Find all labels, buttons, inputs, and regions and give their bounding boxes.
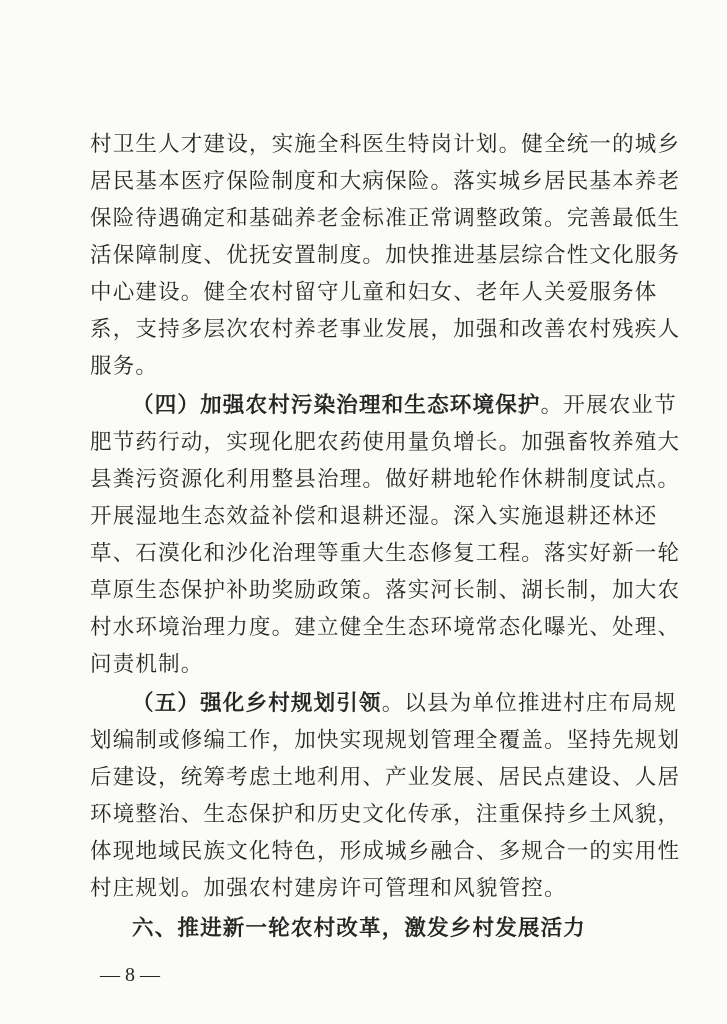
paragraph-line: 居民基本医疗保险制度和大病保险。落实城乡居民基本养老 <box>90 169 681 194</box>
paragraph-line: 开展湿地生态效益补偿和退耕还湿。深入实施退耕还林还 <box>90 504 658 529</box>
section-heading: 六、推进新一轮农村改革，激发乡村发展活力 <box>132 916 587 941</box>
section-four-first-line <box>132 389 677 423</box>
paragraph-line: 服务。 <box>90 354 159 379</box>
paragraph-line: 县粪污资源化利用整县治理。做好耕地轮作休耕制度试点。 <box>90 467 681 492</box>
paragraph-line: 村卫生人才建设，实施全科医生特岗计划。健全统一的城乡 <box>90 132 681 157</box>
paragraph-line: 村水环境治理力度。建立健全生态环境常态化曝光、处理、 <box>90 615 681 640</box>
section-five-first-line <box>132 687 677 721</box>
paragraph-line: 保险待遇确定和基础养老金标准正常调整政策。完善最低生 <box>90 206 681 231</box>
paragraph-line: 村庄规划。加强农村建房许可管理和风貌管控。 <box>90 876 567 901</box>
paragraph-line: 草、石漠化和沙化治理等重大生态修复工程。落实好新一轮 <box>90 541 681 566</box>
paragraph-line: 肥节药行动，实现化肥农药使用量负增长。加强畜牧养殖大 <box>90 430 681 455</box>
section-five-text: 。以县为单位推进村庄布局规 <box>381 691 677 716</box>
paragraph-line: 系，支持多层次农村养老事业发展，加强和改善农村残疾人 <box>90 317 681 342</box>
section-five-title: （五）强化乡村规划引领 <box>132 691 382 716</box>
paragraph-line: 问责机制。 <box>90 652 204 677</box>
paragraph-line: 划编制或修编工作，加快实现规划管理全覆盖。坚持先规划 <box>90 728 681 753</box>
paragraph-line: 体现地域民族文化特色，形成城乡融合、多规合一的实用性 <box>90 839 681 864</box>
section-four-text: 。开展农业节 <box>540 393 677 418</box>
paragraph-line: 活保障制度、优抚安置制度。加快推进基层综合性文化服务 <box>90 243 681 268</box>
paragraph-line: 环境整治、生态保护和历史文化传承，注重保持乡土风貌， <box>90 802 681 827</box>
section-four-title: （四）加强农村污染治理和生态环境保护 <box>132 393 541 418</box>
paragraph-line: 草原生态保护补助奖励政策。落实河长制、湖长制，加大农 <box>90 578 681 603</box>
paragraph-line: 中心建设。健全农村留守儿童和妇女、老年人关爱服务体 <box>90 280 658 305</box>
paragraph-line: 后建设，统筹考虑土地利用、产业发展、居民点建设、人居 <box>90 765 681 790</box>
page-number: — 8 — <box>100 964 160 986</box>
